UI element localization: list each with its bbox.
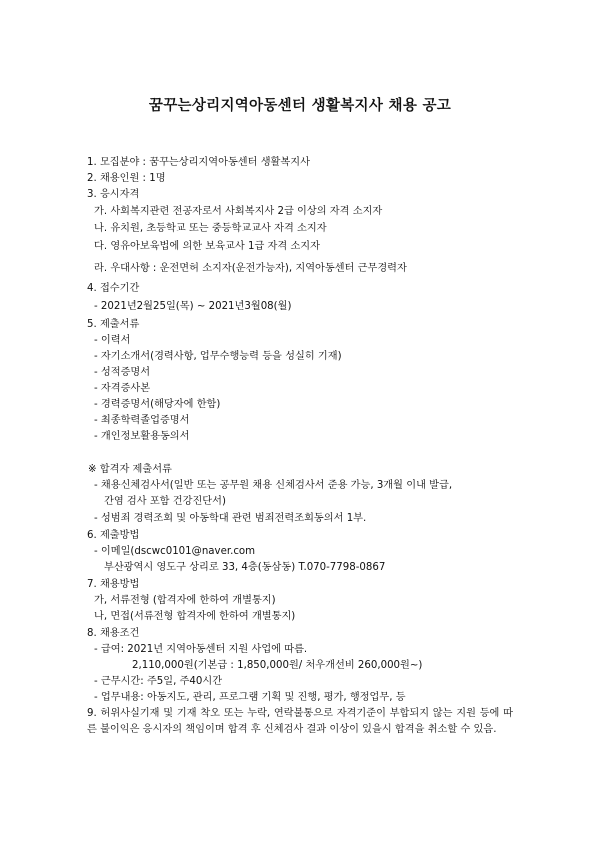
notice-paragraph: 9. 허위사실기재 및 기재 착오 또는 누락, 연락불통으로 자격기준이 부합되지 않는 지원 등에 따른 불이익은 응시자의 책임이며 합격 후 신체검사 결과 이상이 있을시 합격을 취소할 수 있음. <box>87 708 513 735</box>
successful-documents-heading: ※ 합격자 제출서류 <box>88 464 172 475</box>
selection-item-b: 나, 면접(서류전형 합격자에 한하여 개별통지) <box>94 611 296 622</box>
page-title: 꿈꾸는상리지역아동센터 생활복지사 채용 공고 <box>148 98 452 114</box>
qualification-item-a: 가. 사회복지관련 전공자로서 사회복지사 2급 이상의 자격 소지자 <box>94 206 383 217</box>
submission-address: 부산광역시 영도구 상리로 33, 4층(동삼동) T.070-7798-0867 <box>104 562 386 573</box>
document-item: - 성적증명서 <box>94 367 151 378</box>
successful-document-item-1: - 채용신체검사서(일반 또는 공무원 채용 신체검사서 준용 가능, 3개월 이내 발급, <box>94 480 453 491</box>
period-heading: 4. 접수기간 <box>87 283 140 294</box>
submission-email: - 이메일(dscwc0101@naver.com <box>94 546 256 557</box>
salary: - 급여: 2021년 지역아동센터 지원 사업에 따름. <box>94 644 308 655</box>
document-item: - 개인정보활용동의서 <box>94 431 190 442</box>
successful-document-item-2: - 성범죄 경력조회 및 아동학대 관련 범죄전력조회동의서 1부. <box>94 513 367 524</box>
document-item: - 자기소개서(경력사항, 업무수행능력 등을 성실히 기재) <box>94 351 342 362</box>
document-item: - 최종학력졸업증명서 <box>94 415 190 426</box>
document-item: - 이력서 <box>94 335 131 346</box>
qualification-item-c: 다. 영유아보육법에 의한 보육교사 1급 자격 소지자 <box>94 241 320 252</box>
qualification-item-b: 나. 유치원, 초등학교 또는 중등학교교사 자격 소지자 <box>94 223 327 234</box>
recruit-count: 2. 채용인원 : 1명 <box>87 173 166 184</box>
qualification-item-d: 라. 우대사항 : 운전면허 소지자(운전가능자), 지역아동센터 근무경력자 <box>94 263 407 274</box>
selection-heading: 7. 채용방법 <box>87 579 140 590</box>
recruit-field: 1. 모집분야 : 꿈꾸는상리지역아동센터 생활복지사 <box>87 157 310 168</box>
selection-item-a: 가, 서류전형 (합격자에 한하여 개별통지) <box>94 595 276 606</box>
salary-detail: 2,110,000원(기본급 : 1,850,000원/ 처우개선비 260,000원~) <box>132 660 423 671</box>
application-period: - 2021년2월25일(목) ~ 2021년3월08(월) <box>94 301 292 312</box>
submission-heading: 6. 제출방법 <box>87 530 140 541</box>
document-item: - 경력증명서(해당자에 한함) <box>94 399 221 410</box>
successful-document-item-1-cont: 간염 검사 포함 건강진단서) <box>104 496 226 507</box>
qualification-heading: 3. 응시자격 <box>87 189 140 200</box>
document-item: - 자격증사본 <box>94 383 151 394</box>
work-hours: - 근무시간: 주5일, 주40시간 <box>94 676 223 687</box>
job-duties: - 업무내용: 아동지도, 관리, 프로그램 기획 및 진행, 평가, 행정업무, 등 <box>94 692 406 703</box>
conditions-heading: 8. 채용조건 <box>87 628 140 639</box>
documents-heading: 5. 제출서류 <box>87 319 140 330</box>
